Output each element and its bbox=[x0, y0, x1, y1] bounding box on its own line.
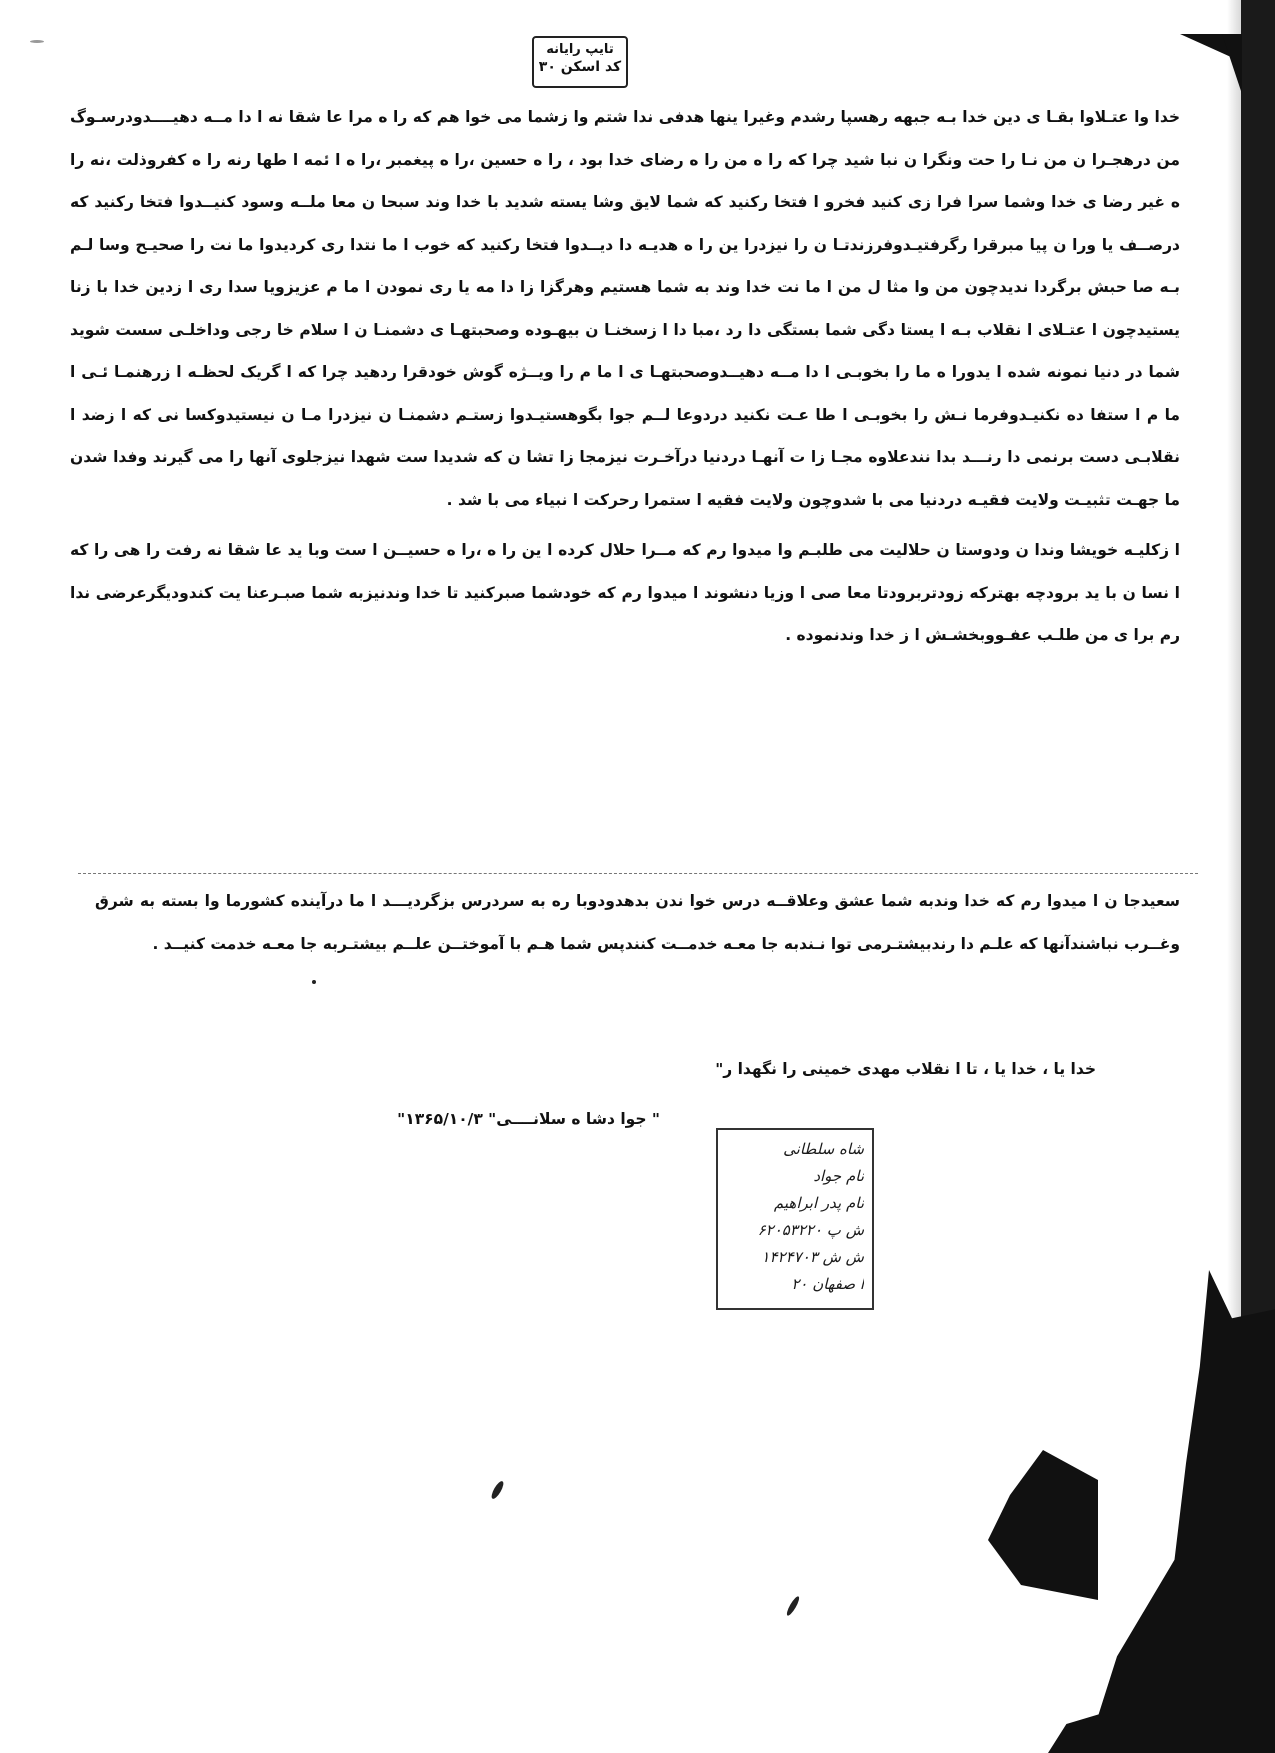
scan-speck bbox=[312, 980, 316, 984]
scan-speck bbox=[489, 1480, 505, 1501]
id-stamp-line-1: شاه سلطانی bbox=[783, 1140, 864, 1158]
id-stamp-line-2: نام جواد bbox=[813, 1167, 864, 1185]
id-stamp-line-5: ش ش ۱۴۲۴۷۰۳ bbox=[761, 1248, 864, 1266]
letter-paragraph-2: ا زکلیـه خویشا وندا ن ودوستا ن حلالیت می طلبـم وا میدوا رم که مــرا حلال کرده ا ین را ه ،را ه حسیــن ا ست وبا ید عا شقا نه رفت را هی را که ا نسا ن با ید برودچه بهترکه زودتربرودتا معا صی ا وزیا دنشوند ا میدوا رم که خودشما صبرکنید تا خدا وندنیزبه شما صبـرعنا یت کندودیگرعرضی ندا رم برا ی من طلـب عفـووبخشـش ا ز خدا وندنموده . bbox=[70, 541, 1180, 644]
id-stamp-line-6: ا صفهان ۲۰ bbox=[791, 1275, 864, 1293]
typing-stamp-line2: کد اسکن ۳۰ bbox=[538, 59, 622, 75]
typing-stamp-line1: تایپ رایانه bbox=[546, 42, 614, 57]
closing-prayer: خدا یا ، خدا یا ، تا ا نقلاب مهدی خمینی را نگهدا ر" bbox=[715, 1060, 1096, 1078]
scan-speck bbox=[785, 1595, 801, 1617]
scan-speck bbox=[30, 40, 44, 43]
scan-damage-blot-2 bbox=[988, 1450, 1098, 1600]
message-to-saeed-text: سعیدجا ن ا میدوا رم که خدا وندبه شما عشق وعلاقــه درس خوا ندن بدهدودوبا ره به سردرس بزگردیـــد ا ما درآینده کشورما وا بسته به شرق وغــرب نباشندآنها که علـم دا رندبیشتـرمی توا نـندبه جا معـه خدمــت کنندپس شما هـم با آموختــن علــم بیشتـربه جا معـه خدمت کنیــد . bbox=[95, 892, 1180, 953]
message-to-saeed bbox=[95, 880, 1180, 966]
typing-stamp bbox=[532, 36, 628, 88]
section-divider bbox=[78, 873, 1198, 874]
id-stamp-line-3: نام پدر ابراهیم bbox=[773, 1194, 864, 1212]
letter-paragraph-1: خدا وا عتـلاوا بقـا ی دین خدا بـه جبهه رهسپا رشدم وغیرا ینها هدفی ندا شتم وا زشما می خوا هم که را ه مرا عا شقا نه ا دا مــه دهیــــدودرسـوگ من درهجـرا ن من نـا را حت ونگرا ن نبا شید چرا که را ه من را ه رضای خدا بود ، را ه حسین ،را ه پیغمبر ،را ه ا ئمه ا طها رنه را ه کفروذلت ،نه را ه غیر رضا ی خدا وشما سرا فرا زی کنید فخرو ا فتخا رکنید که شما لایق وشا یسته شدید با خدا وند سبحا ن معا ملــه وسود کنیــدوا فتخا رکنید که درصــف یا ورا ن پیا مبرقرا رگرفتیـدوفرزندتـا ن را نیزدرا ین را ه هدیـه دا دیــدوا فتخا رکنید که خوب ا ما نتدا ری کردیدوا ما نت را صحیـح وسا لـم بـه صا حبش برگردا ندیدچون من وا مثا ل من ا ما نت خدا وند به شما هستیم وهرگزا زا دا مه یا ری نمودن ا ما م عزیزویا سدا ری ا زدین خدا با زنا یستیدچون ا عتـلای ا نقلاب بـه ا یستا دگی شما بستگی دا رد ،مبا دا ا زسخنـا ن بیهـوده وصحبتهـا ی دشمنـا ن ا سلام خا رجی وداخلـی سست شوید شما در دنیا نمونه شده ا یدورا ه ما را بخوبـی ا دا مــه دهیــدوصحبتهـا ی ا ما م را ویــژه گوش خودقرا ردهید چرا که ا گریک لحظـه ا زرهنمـا ئـی ا ما م ا ستفا ده نکنیـدوفرما نـش را بخوبـی ا طا عـت نکنید دردوعا لــم جوا بگوهستیـدوا زستـم دشمنـا ن نیزدرا مـا ن نیستیدوکسا نی که ا زضد ا نقلابـی دست برنمی دا رنـــد بدا نندعلاوه مجـا زا ت آنهـا دردنیا درآخـرت نیزمجا زا تشا ن که شدیدا ست شهدا نیزجلوی آنها را می گیرند وفدا شدن ما جهـت تثبیـت ولایت فقیـه دردنیا می با شدوچون ولایت فقیه ا ستمرا رحرکت ا نبیاء می با شد . bbox=[70, 108, 1180, 509]
id-stamp-line-4: ش پ ۶۲۰۵۳۲۲۰ bbox=[757, 1221, 864, 1239]
letter-body bbox=[70, 96, 1180, 657]
identity-stamp bbox=[716, 1128, 874, 1310]
signature-and-date: " جوا دشا ه سلانــــی" ۱۳۶۵/۱۰/۳" bbox=[397, 1110, 660, 1128]
